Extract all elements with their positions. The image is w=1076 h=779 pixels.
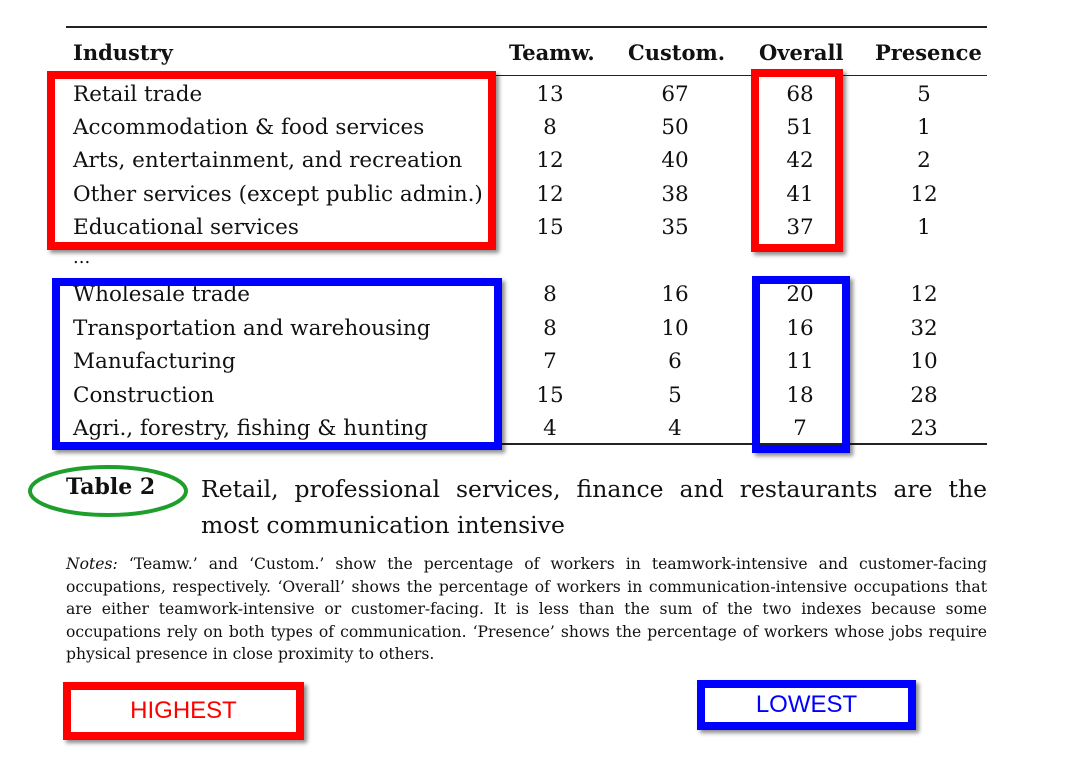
table-top-rule (66, 26, 987, 28)
industry-cell: Agri., forestry, fishing & hunting (73, 416, 428, 441)
industry-cell: Accommodation & food services (73, 115, 425, 140)
legend-lowest-label: LOWEST (755, 691, 858, 718)
custom-cell: 40 (661, 148, 689, 173)
teamw-cell: 7 (543, 349, 557, 374)
header-presence: Presence (875, 40, 982, 65)
table-caption: Retail, professional services, finance and restaurants are the most communication intensive (201, 475, 987, 539)
custom-cell: 50 (661, 115, 689, 140)
industry-cell: Arts, entertainment, and recreation (73, 148, 463, 173)
legend-lowest (697, 680, 916, 730)
presence-cell: 10 (910, 349, 938, 374)
presence-cell: 1 (917, 115, 931, 140)
presence-cell: 32 (910, 316, 938, 341)
highest-industry-highlight (47, 71, 496, 250)
overall-cell: 37 (786, 215, 814, 240)
teamw-cell: 15 (536, 215, 564, 240)
notes-prefix: Notes: (66, 555, 118, 573)
lowest-industry-highlight (52, 278, 502, 450)
custom-cell: 16 (661, 282, 689, 307)
table-label: Table 2 (66, 474, 156, 500)
teamw-cell: 8 (543, 282, 557, 307)
industry-cell: Manufacturing (73, 349, 236, 374)
presence-cell: 1 (917, 215, 931, 240)
header-overall: Overall (759, 40, 844, 65)
overall-cell: 18 (786, 383, 814, 408)
teamw-cell: 8 (543, 115, 557, 140)
presence-cell: 2 (917, 148, 931, 173)
industry-cell: Wholesale trade (73, 282, 250, 307)
industry-cell: Transportation and warehousing (73, 316, 431, 341)
header-teamw: Teamw. (509, 40, 595, 65)
custom-cell: 5 (668, 383, 682, 408)
industry-cell: Retail trade (73, 82, 203, 107)
header-industry: Industry (73, 40, 173, 65)
teamw-cell: 8 (543, 316, 557, 341)
teamw-cell: 4 (543, 416, 557, 441)
industry-cell: Construction (73, 383, 215, 408)
presence-cell: 28 (910, 383, 938, 408)
notes-text: ‘Teamw.’ and ‘Custom.’ show the percentage of workers in teamwork-intensive and customer-facing occupations, respectively. ‘Overall’ shows the percentage of workers in communication-intensive occupations that are either teamwork-intensive or customer-facing. It is less than the sum of the two indexes because some occupations rely on both types of communication. ‘Presence’ shows the percentage of workers whose jobs require physical presence in close proximity to others. (66, 555, 987, 664)
presence-cell: 23 (910, 416, 938, 441)
custom-cell: 38 (661, 182, 689, 207)
overall-cell: 68 (786, 82, 814, 107)
overall-cell: 20 (786, 282, 814, 307)
custom-cell: 10 (661, 316, 689, 341)
header-custom: Custom. (628, 40, 726, 65)
industry-cell: Educational services (73, 215, 299, 240)
legend-highest-label: HIGHEST (130, 697, 237, 724)
ellipsis: ... (73, 247, 91, 268)
teamw-cell: 12 (536, 148, 564, 173)
highest-overall-highlight (751, 69, 843, 252)
teamw-cell: 13 (536, 82, 564, 107)
teamw-cell: 15 (536, 383, 564, 408)
custom-cell: 35 (661, 215, 689, 240)
presence-cell: 5 (917, 82, 931, 107)
overall-cell: 7 (793, 416, 807, 441)
teamw-cell: 12 (536, 182, 564, 207)
industry-cell: Other services (except public admin.) (73, 182, 483, 207)
overall-cell: 51 (786, 115, 814, 140)
presence-cell: 12 (910, 282, 938, 307)
custom-cell: 4 (668, 416, 682, 441)
custom-cell: 67 (661, 82, 689, 107)
overall-cell: 42 (786, 148, 814, 173)
custom-cell: 6 (668, 349, 682, 374)
presence-cell: 12 (910, 182, 938, 207)
table-notes (66, 553, 987, 666)
legend-highest (63, 682, 304, 740)
overall-cell: 11 (786, 349, 814, 374)
overall-cell: 41 (786, 182, 814, 207)
overall-cell: 16 (786, 316, 814, 341)
lowest-overall-highlight (752, 276, 850, 453)
